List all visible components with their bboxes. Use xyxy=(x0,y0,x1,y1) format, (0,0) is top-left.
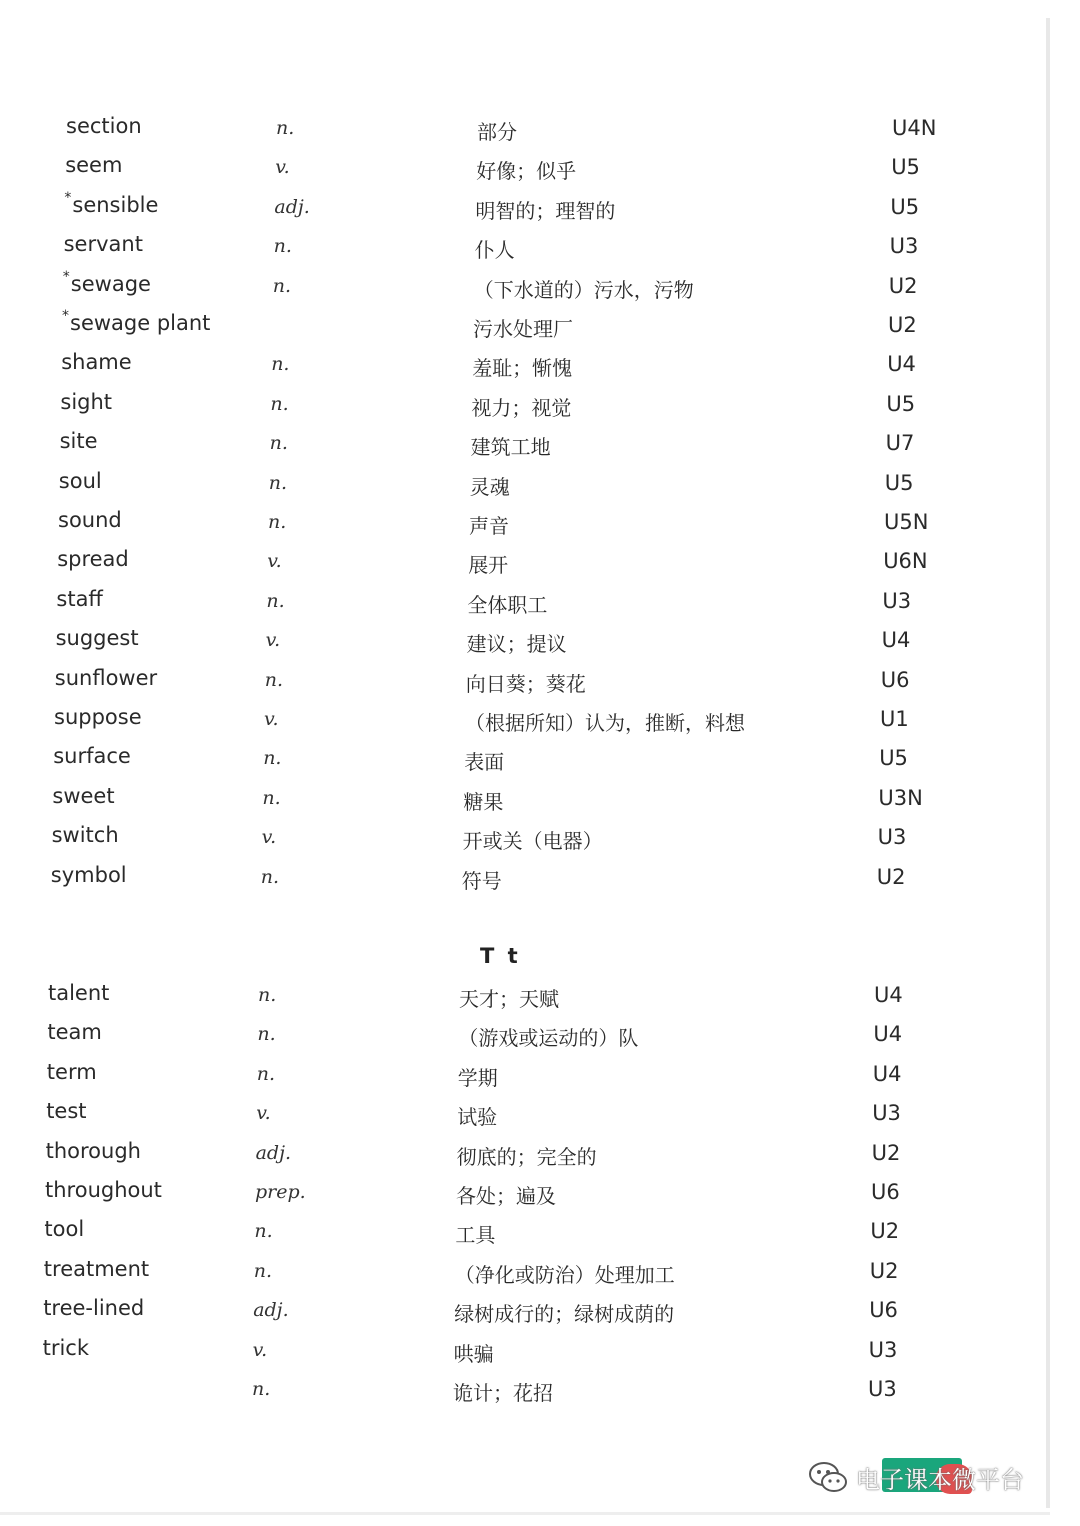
part-of-speech: n. xyxy=(254,1220,273,1243)
vocab-word: term xyxy=(46,1059,97,1084)
part-of-speech: adj. xyxy=(253,1299,289,1322)
vocab-row xyxy=(48,981,948,1017)
unit-ref: U6 xyxy=(880,667,910,692)
chinese-meaning: 彻底的；完全的 xyxy=(456,1144,597,1169)
chinese-meaning: 向日葵；葵花 xyxy=(465,671,586,696)
chinese-meaning: 好像；似乎 xyxy=(476,159,577,184)
part-of-speech: n. xyxy=(268,511,287,533)
vocab-row xyxy=(51,863,951,899)
vocab-word: staff xyxy=(56,586,103,611)
vocab-row xyxy=(56,626,956,662)
part-of-speech: n. xyxy=(268,471,288,494)
vocab-row xyxy=(61,350,961,386)
vocab-row xyxy=(52,784,952,820)
vocab-word: shame xyxy=(61,350,132,375)
chinese-meaning: 建筑工地 xyxy=(470,435,551,460)
chinese-meaning: 部分 xyxy=(477,120,517,144)
chinese-meaning: 展开 xyxy=(468,553,509,578)
chinese-meaning: 诡计；花招 xyxy=(453,1381,553,1405)
chinese-meaning: （下水道的）污水，污物 xyxy=(473,277,694,302)
unit-ref: U6 xyxy=(871,1180,900,1204)
vocab-row xyxy=(46,1099,946,1135)
chinese-meaning: 工具 xyxy=(455,1223,496,1248)
unit-ref: U2 xyxy=(870,1219,900,1244)
vocab-word: sunflower xyxy=(54,665,158,690)
vocab-word: *sewage plant xyxy=(62,308,211,335)
vocab-word: seem xyxy=(65,153,123,178)
vocab-row xyxy=(57,547,957,583)
chinese-meaning: 羞耻；惭愧 xyxy=(472,356,573,381)
unit-ref: U2 xyxy=(888,273,918,298)
unit-ref: U2 xyxy=(869,1258,899,1283)
part-of-speech: v. xyxy=(256,1102,271,1125)
part-of-speech: n. xyxy=(276,117,295,139)
vocab-row xyxy=(53,744,953,780)
unit-ref: U3 xyxy=(868,1377,897,1401)
watermark xyxy=(806,1458,1046,1498)
chinese-meaning: 试验 xyxy=(457,1105,498,1130)
vocab-word: symbol xyxy=(50,862,127,887)
unit-ref: U3 xyxy=(877,825,907,850)
vocab-word: talent xyxy=(48,981,110,1005)
vocab-word: switch xyxy=(51,823,119,848)
vocab-row xyxy=(52,823,952,859)
vocab-word: sound xyxy=(58,508,122,532)
part-of-speech: n. xyxy=(256,1062,276,1085)
unit-ref: U4 xyxy=(873,1022,903,1047)
part-of-speech: n. xyxy=(273,235,292,258)
unit-ref: U7 xyxy=(885,431,915,456)
vocab-row xyxy=(64,189,964,229)
chinese-meaning: 明智的；理智的 xyxy=(475,198,616,223)
vocab-word: team xyxy=(47,1020,102,1045)
vocab-row xyxy=(62,308,962,347)
vocab-word: section xyxy=(66,114,142,138)
unit-ref: U3 xyxy=(872,1101,901,1126)
chinese-meaning: 天才；天赋 xyxy=(459,987,559,1011)
unit-ref: U4 xyxy=(872,1061,902,1086)
unit-ref: U5 xyxy=(884,470,914,495)
vocab-row xyxy=(62,268,963,308)
unit-ref: U2 xyxy=(871,1140,901,1165)
vocab-row xyxy=(55,666,955,702)
chinese-meaning: 建议；提议 xyxy=(466,632,567,657)
part-of-speech: n. xyxy=(272,274,292,297)
chinese-meaning: 学期 xyxy=(457,1065,498,1090)
vocab-row xyxy=(47,1060,947,1096)
vocab-word: sight xyxy=(60,389,113,414)
vocab-row xyxy=(60,390,960,426)
unit-ref: U4 xyxy=(874,983,903,1007)
part-of-speech: adj. xyxy=(255,1141,292,1164)
chinese-meaning: 声音 xyxy=(469,514,509,538)
unit-ref: U3 xyxy=(882,588,912,613)
vocab-row xyxy=(54,705,954,741)
vocab-word: *sewage xyxy=(62,268,151,296)
part-of-speech: adj. xyxy=(274,195,310,218)
chinese-meaning: 表面 xyxy=(464,750,505,775)
vocab-row xyxy=(65,153,965,189)
part-of-speech: n. xyxy=(257,1023,276,1046)
chinese-meaning: 全体职工 xyxy=(467,592,548,617)
chinese-meaning: 视力；视觉 xyxy=(471,395,572,420)
section-heading-t: T t xyxy=(480,944,521,968)
vocab-word: test xyxy=(46,1099,87,1124)
part-of-speech: v. xyxy=(261,826,277,849)
chinese-meaning: （根据所知）认为，推断，料想 xyxy=(465,711,745,735)
part-of-speech: prep. xyxy=(255,1181,306,1203)
vocab-row xyxy=(64,232,964,268)
part-of-speech: n. xyxy=(253,1259,273,1282)
unit-ref: U5 xyxy=(891,155,920,180)
vocab-row xyxy=(47,1020,947,1056)
part-of-speech: n. xyxy=(264,668,284,691)
vocab-row xyxy=(56,587,956,623)
part-of-speech: n. xyxy=(266,589,285,612)
vocab-row xyxy=(60,429,960,465)
part-of-speech: n. xyxy=(252,1378,271,1400)
unit-ref: U6 xyxy=(869,1298,898,1323)
unit-ref: U5 xyxy=(886,391,916,416)
chinese-meaning: 开或关（电器） xyxy=(462,829,603,854)
vocab-word: soul xyxy=(58,468,102,493)
vocab-word: site xyxy=(59,429,98,454)
vocab-word: thorough xyxy=(45,1138,141,1163)
vocab-word: suppose xyxy=(54,705,142,729)
chinese-meaning: （游戏或运动的）队 xyxy=(458,1026,639,1051)
vocab-row xyxy=(66,114,966,150)
vocab-word: spread xyxy=(57,547,129,572)
part-of-speech: n. xyxy=(271,353,290,376)
vocab-row xyxy=(43,1336,943,1372)
unit-ref: U4 xyxy=(881,628,911,653)
unit-ref: U5 xyxy=(890,194,920,219)
unit-ref: U6N xyxy=(883,549,928,574)
vocab-row xyxy=(46,1139,946,1175)
part-of-speech: n. xyxy=(258,984,277,1006)
unit-ref: U2 xyxy=(876,864,906,889)
part-of-speech: n. xyxy=(262,786,281,809)
page-edge-shadow xyxy=(1046,18,1050,1508)
chinese-meaning: 哄骗 xyxy=(453,1341,494,1366)
unit-ref: U2 xyxy=(888,313,917,337)
vocab-row xyxy=(58,508,958,544)
vocab-word: servant xyxy=(63,232,143,257)
wechat-icon xyxy=(806,1458,850,1498)
part-of-speech: v. xyxy=(265,629,281,652)
chinese-meaning: 灵魂 xyxy=(469,474,510,499)
vocab-row xyxy=(44,1217,944,1253)
unit-ref: U3 xyxy=(889,234,919,259)
vocab-word: surface xyxy=(53,744,131,769)
unit-ref: U3 xyxy=(868,1337,898,1362)
unit-ref: U5 xyxy=(879,746,908,771)
part-of-speech: n. xyxy=(270,392,289,415)
part-of-speech: v. xyxy=(275,156,290,179)
vocab-word: suggest xyxy=(55,626,139,651)
unit-ref: U5N xyxy=(884,510,929,534)
vocab-word: treatment xyxy=(43,1256,150,1281)
part-of-speech: v. xyxy=(267,550,282,573)
vocab-row xyxy=(43,1296,943,1332)
watermark-text: 电子课本微平台 xyxy=(856,1466,1024,1494)
vocab-row xyxy=(45,1178,945,1214)
part-of-speech: v. xyxy=(252,1338,268,1361)
unit-ref: U3N xyxy=(878,785,923,810)
part-of-speech: n. xyxy=(260,865,280,888)
vocab-word: sweet xyxy=(52,783,115,808)
vocab-row xyxy=(44,1257,944,1293)
chinese-meaning: 绿树成行的；绿树成荫的 xyxy=(454,1302,675,1327)
chinese-meaning: 污水处理厂 xyxy=(473,317,573,341)
part-of-speech: n. xyxy=(263,747,282,770)
page-bottom-edge xyxy=(0,1512,1050,1515)
unit-ref: U4 xyxy=(887,352,916,377)
vocab-word: tool xyxy=(44,1217,85,1242)
chinese-meaning: （净化或防治）处理加工 xyxy=(454,1262,675,1287)
unit-ref: U4N xyxy=(892,116,937,140)
vocab-word: trick xyxy=(42,1335,90,1360)
chinese-meaning: 各处；遍及 xyxy=(456,1184,556,1208)
chinese-meaning: 仆人 xyxy=(474,238,515,263)
part-of-speech: n. xyxy=(269,432,288,455)
vocab-row xyxy=(59,469,959,505)
vocab-word: tree-lined xyxy=(43,1296,145,1321)
chinese-meaning: 糖果 xyxy=(463,789,504,814)
vocab-word: throughout xyxy=(45,1178,162,1202)
chinese-meaning: 符号 xyxy=(461,868,502,893)
part-of-speech: v. xyxy=(264,708,279,730)
unit-ref: U1 xyxy=(880,707,909,731)
vocab-word: *sensible xyxy=(64,189,159,217)
vocab-row xyxy=(42,1375,942,1411)
